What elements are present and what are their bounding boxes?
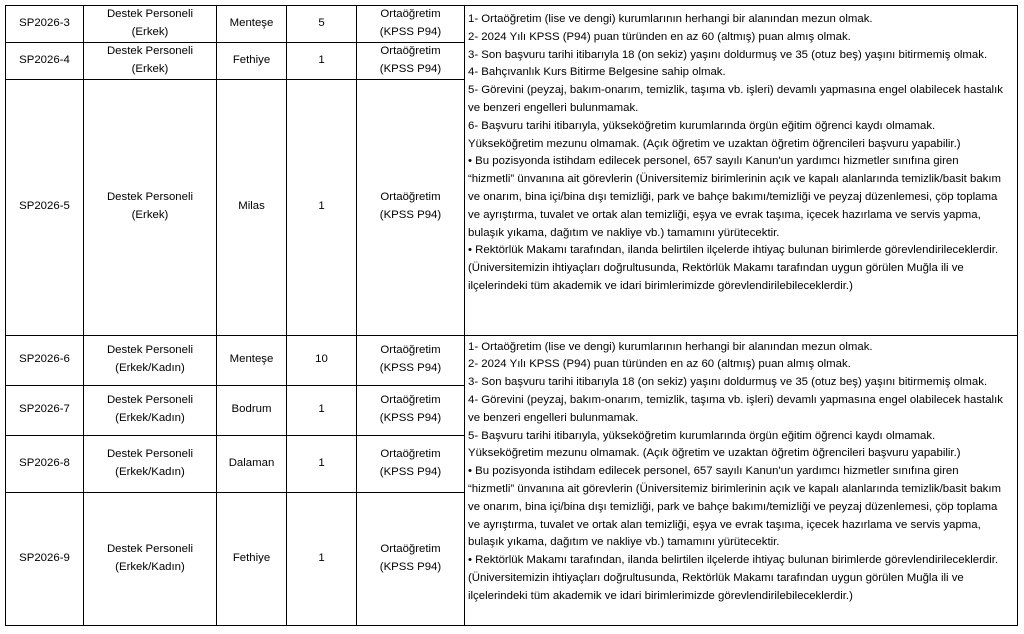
position-code: SP2026-3 — [6, 6, 84, 43]
title-gender: (Erkek) — [131, 62, 169, 75]
title-gender: (Erkek/Kadın) — [115, 362, 185, 375]
title-line: Destek Personeli — [106, 447, 194, 460]
requirement-line: Yükseköğretim mezunu olmamak. (Açık öğretim ve uzaktan öğretim öğrencileri başvuru yapabilir.) — [468, 447, 961, 460]
title-gender: (Erkek) — [131, 25, 169, 38]
education-score-type: (KPSS P94) — [379, 209, 442, 222]
requirement-line: • Rektörlük Makamı tarafından, ilanda belirtilen ilçelerde ihtiyaç bulunan birimlerde görevlendirileceklerdir. — [468, 554, 999, 567]
requirement-line: ve onarım, bina içi/bina dışı temizliği, park ve bahçe bakımı/temizliği ve peyzaj düzenlemesi, çöp toplama — [468, 500, 998, 513]
requirement-line: “hizmetli” ünvanına ait görevlerin (Üniversitemiz birimlerinin açık ve kapalı alanlarında temizlik/basit bakım — [468, 173, 1002, 186]
requirement-line: • Bu pozisyonda istihdam edilecek personel, 657 sayılı Kanun'un yardımcı hizmetler sınıfına giren — [468, 465, 959, 478]
position-city: Bodrum — [217, 385, 287, 435]
education-score-type: (KPSS P94) — [379, 62, 442, 75]
position-title — [84, 435, 217, 492]
requirement-line: 3- Son başvuru tarihi itibarıyla 18 (on sekiz) yaşını doldurmuş ve 35 (otuz beş) yaşını bitirmemiş olmak. — [468, 376, 988, 389]
title-line: Destek Personeli — [106, 8, 194, 20]
requirement-line: 2- 2024 Yılı KPSS (P94) puan türünden en az 60 (altmış) puan almış olmak. — [468, 358, 851, 371]
position-title — [84, 79, 217, 335]
position-count: 1 — [287, 385, 357, 435]
requirement-line: (Üniversitemizin ihtiyaçları doğrultusunda, Rektörlük Makamı tarafından uygun görülen Muğla ili ve — [468, 571, 964, 584]
requirements-cell — [465, 335, 1018, 625]
education-score-type: (KPSS P94) — [379, 362, 442, 375]
position-title — [84, 6, 217, 43]
position-education — [357, 385, 465, 435]
position-city: Dalaman — [217, 435, 287, 492]
education-score-type: (KPSS P94) — [379, 25, 442, 38]
requirement-line: 2- 2024 Yılı KPSS (P94) puan türünden en az 60 (altmış) puan almış olmak. — [468, 30, 851, 43]
position-count: 1 — [287, 492, 357, 625]
education-score-type: (KPSS P94) — [379, 465, 442, 478]
position-code: SP2026-9 — [6, 492, 84, 625]
requirement-line: 1- Ortaöğretim (lise ve dengi) kurumlarının herhangi bir alanından mezun olmak. — [468, 13, 873, 25]
position-code: SP2026-5 — [6, 79, 84, 335]
position-code: SP2026-4 — [6, 42, 84, 79]
requirement-line: bulaşık yıkama, dağıtım ve nakliye vb.) tamamını yürütecektir. — [468, 226, 780, 239]
requirement-line: ve benzeri engelleri bulunmamak. — [468, 411, 639, 424]
position-city: Fethiye — [217, 42, 287, 79]
education-level: Ortaöğretim — [380, 344, 441, 357]
position-code: SP2026-8 — [6, 435, 84, 492]
requirement-line: 1- Ortaöğretim (lise ve dengi) kurumlarının herhangi bir alanından mezun olmak. — [468, 340, 873, 353]
title-gender: (Erkek/Kadın) — [115, 465, 185, 478]
requirement-line: ve ayrıştırma, tuvalet ve ortak alan temizliği, eşya ve evrak taşıma, içecek hazırlama ve servis yapma, — [468, 518, 981, 531]
title-line: Destek Personeli — [106, 394, 194, 407]
requirement-line: 5- Görevini (peyzaj, bakım-onarım, temizlik, taşıma vb. işleri) devamlı yapmasına engel olabilecek hastalık — [468, 84, 1003, 97]
position-title — [84, 42, 217, 79]
requirement-line: 6- Başvuru tarihi itibarıyla, yükseköğretim kurumlarında örgün eğitim öğrenci kaydı olmamak. — [468, 119, 936, 132]
positions-table — [5, 5, 1018, 626]
requirement-line: (Üniversitemizin ihtiyaçları doğrultusunda, Rektörlük Makamı tarafından uygun görülen Muğla ili ve — [468, 262, 964, 275]
education-level: Ortaöğretim — [380, 394, 441, 407]
requirement-line: ve benzeri engelleri bulunmamak. — [468, 101, 639, 114]
education-level: Ortaöğretim — [380, 447, 441, 460]
position-title — [84, 385, 217, 435]
position-code: SP2026-6 — [6, 335, 84, 385]
position-city: Fethiye — [217, 492, 287, 625]
education-score-type: (KPSS P94) — [379, 412, 442, 425]
title-line: Destek Personeli — [106, 191, 194, 204]
requirement-line: • Bu pozisyonda istihdam edilecek personel, 657 sayılı Kanun'un yardımcı hizmetler sınıfına giren — [468, 155, 959, 168]
education-level: Ortaöğretim — [380, 542, 441, 555]
requirement-line: “hizmetli” ünvanına ait görevlerin (Üniversitemiz birimlerinin açık ve kapalı alanlarında temizlik/basit bakım — [468, 482, 1002, 495]
position-count: 1 — [287, 79, 357, 335]
title-line: Destek Personeli — [106, 44, 194, 57]
position-city: Menteşe — [217, 6, 287, 43]
position-education — [357, 335, 465, 385]
requirement-line: 4- Bahçıvanlık Kurs Bitirme Belgesine sahip olmak. — [468, 66, 726, 79]
education-level: Ortaöğretim — [380, 8, 441, 20]
requirements-cell — [465, 6, 1018, 336]
position-count: 5 — [287, 6, 357, 43]
requirement-line: 3- Son başvuru tarihi itibarıyla 18 (on sekiz) yaşını doldurmuş ve 35 (otuz beş) yaşını bitirmemiş olmak. — [468, 48, 988, 61]
position-city: Menteşe — [217, 335, 287, 385]
title-gender: (Erkek) — [131, 209, 169, 222]
position-city: Milas — [217, 79, 287, 335]
position-education — [357, 492, 465, 625]
requirement-line: bulaşık yıkama, dağıtım ve nakliye vb.) tamamını yürütecektir. — [468, 536, 780, 549]
requirement-line: ve ayrıştırma, tuvalet ve ortak alan temizliği, eşya ve evrak taşıma, içecek hazırlama ve servis yapma, — [468, 208, 981, 221]
table-row — [6, 335, 1018, 385]
position-count: 10 — [287, 335, 357, 385]
education-score-type: (KPSS P94) — [379, 560, 442, 573]
requirement-line: 5- Başvuru tarihi itibarıyla, yükseköğretim kurumlarında örgün eğitim öğrenci kaydı olmamak. — [468, 429, 936, 442]
title-line: Destek Personeli — [106, 542, 194, 555]
position-education — [357, 42, 465, 79]
requirement-line: 4- Görevini (peyzaj, bakım-onarım, temizlik, taşıma vb. işleri) devamlı yapmasına engel olabilecek hastalık — [468, 393, 1003, 406]
title-gender: (Erkek/Kadın) — [115, 560, 185, 573]
position-code: SP2026-7 — [6, 385, 84, 435]
title-gender: (Erkek/Kadın) — [115, 412, 185, 425]
education-level: Ortaöğretim — [380, 44, 441, 57]
position-count: 1 — [287, 42, 357, 79]
requirement-line: Yükseköğretim mezunu olmamak. (Açık öğretim ve uzaktan öğretim öğrencileri başvuru yapabilir.) — [468, 137, 961, 150]
requirement-line: ve onarım, bina içi/bina dışı temizliği, park ve bahçe bakımı/temizliği ve peyzaj düzenlemesi, çöp toplama — [468, 190, 998, 203]
title-line: Destek Personeli — [106, 344, 194, 357]
position-title — [84, 335, 217, 385]
position-education — [357, 79, 465, 335]
requirement-line: ilçelerindeki tüm akademik ve idari birimlerimizde görevlendirilebileceklerdir.) — [468, 279, 853, 292]
position-count: 1 — [287, 435, 357, 492]
table-row — [6, 6, 1018, 43]
education-level: Ortaöğretim — [380, 191, 441, 204]
position-education — [357, 435, 465, 492]
position-title — [84, 492, 217, 625]
requirement-line: ilçelerindeki tüm akademik ve idari birimlerimizde görevlendirilebileceklerdir.) — [468, 589, 853, 602]
requirement-line: • Rektörlük Makamı tarafından, ilanda belirtilen ilçelerde ihtiyaç bulunan birimlerde görevlendirileceklerdir. — [468, 244, 999, 257]
position-education — [357, 6, 465, 43]
